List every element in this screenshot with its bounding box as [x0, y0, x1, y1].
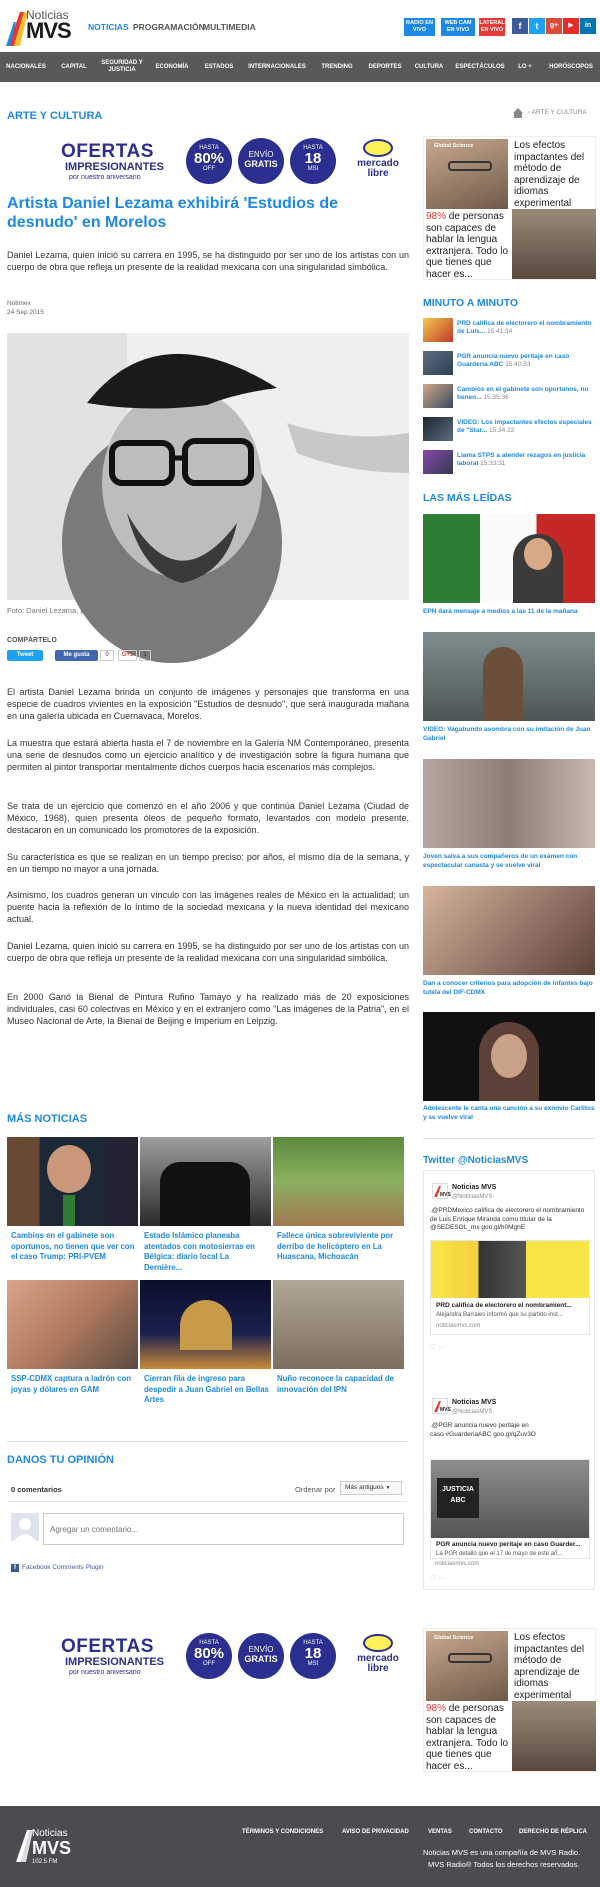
logo-mark-icon	[6, 8, 28, 48]
mas-img-1-tie	[63, 1195, 75, 1226]
twitter-name-1[interactable]: Noticias MVS	[452, 1184, 497, 1191]
ad2-aniversario: por nuestro aniversario	[69, 1669, 141, 1676]
gplus-count: 1	[139, 650, 151, 661]
nav-estados[interactable]: ESTADOS	[204, 63, 234, 70]
ad-aniversario: por nuestro aniversario	[69, 174, 141, 181]
tweet-card-2-url: noticiasmvs.com	[435, 1561, 480, 1567]
ad-c1-bot: OFF	[203, 166, 215, 172]
nav-trending[interactable]: TRENDING	[321, 63, 353, 70]
article-date: 24 Sep 2015	[7, 309, 44, 316]
article-paragraph-5: Asimismo, los cuadros generan un vínculo con las imágenes reales de México en la actualidad; un puente hacia la reflexión de lo íntimo de la sociedad mexicana y la nueva identidad del mexicano actual.	[7, 890, 409, 924]
footer-link-replica[interactable]: DERECHO DE RÉPLICA	[519, 1829, 588, 1835]
mas-img-1[interactable]	[7, 1137, 138, 1226]
twitter-title: Twitter @NoticiasMVS	[423, 1155, 529, 1166]
svg-text:MVS: MVS	[440, 1192, 451, 1198]
minuto-thumb-5[interactable]	[423, 450, 453, 474]
ad2-brand-2: libre	[367, 1663, 389, 1674]
mercadolibre-logo-2	[353, 1634, 403, 1680]
leidas-img-1[interactable]	[423, 514, 595, 603]
minuto-item-1-text: PRD califica de electorero el nombramiento de Luis...	[457, 320, 592, 335]
comment-count: 0 comentarios	[11, 1485, 62, 1494]
article-photo	[7, 333, 409, 600]
article-source: Notimex	[7, 300, 31, 307]
mas-item-5[interactable]: Cierran fila de ingreso para despedir a Juan Gabriel en Bellas Artes	[144, 1374, 269, 1404]
minuto-item-5-text: Llama STPS a atender rezagos en justicia laboral	[457, 452, 586, 467]
ad2-circle-envio	[238, 1633, 284, 1679]
youtube-icon[interactable]: ▶	[563, 18, 579, 34]
nav-seguridad[interactable]: SEGURIDAD Y JUSTICIA	[101, 60, 143, 73]
opinion-title: DANOS TU OPINIÓN	[7, 1454, 114, 1466]
banner-ad[interactable]	[49, 135, 421, 187]
photo-caption: Foto: Daniel Lezama, pintor	[7, 606, 100, 615]
webcam-btn-line2: EN VIVO	[446, 27, 470, 33]
nav-espectaculos[interactable]: ESPECTÁCULOS	[455, 63, 505, 70]
ad2-c1-big: 80%	[193, 1645, 225, 1662]
mas-item-2[interactable]: Estado Islámico planeaba atentados con motosierras en Bélgica: diario local La Dernière...	[144, 1231, 255, 1272]
footer-link-privacidad[interactable]: AVISO DE PRIVACIDAD	[342, 1829, 409, 1835]
breadcrumb: › ARTE Y CULTURA	[528, 109, 587, 116]
comment-input[interactable]	[43, 1513, 404, 1545]
twitter-name-2[interactable]: Noticias MVS	[452, 1399, 497, 1406]
tweet-card-2-title: PGR anuncia nuevo peritaje en caso Guarder...	[436, 1541, 581, 1548]
article-paragraph-7: En 2000 Ganó la Bienal de Pintura Rufino Tamayo y ha realizado más de 20 exposiciones individuales, casi 60 colectivas en México y en el extranjero como "Las imágenes de la Patria", en el Museo Nacional de Arte, la Bienal de Beijing e Imperium en Leipzig.	[7, 992, 409, 1026]
footer-logo-top: Noticias	[32, 1828, 68, 1839]
banner-ad-bottom[interactable]	[49, 1630, 421, 1682]
nav-nacionales[interactable]: NACIONALES	[6, 63, 46, 70]
like-label: Me gusta	[63, 652, 90, 658]
ad-c1-big: 80%	[193, 150, 225, 167]
nav-noticias[interactable]: NOTICIAS	[88, 22, 129, 32]
portrait-illustration	[7, 333, 409, 600]
breadcrumb-current[interactable]: ARTE Y CULTURA	[531, 109, 587, 116]
minuto-thumb-3[interactable]	[423, 384, 453, 408]
nav-cultura[interactable]: CULTURA	[414, 63, 444, 70]
twitter-handle-1[interactable]: @NoticiasMVS	[452, 1194, 493, 1200]
leidas-item-4[interactable]: Dan a conocer criterios para adopción de infantes bajo tutela del DIF-CDMX	[423, 980, 593, 996]
facebook-like-button[interactable]	[55, 650, 98, 661]
fb-comments-plugin-link[interactable]: Facebook Comments Plugin	[22, 1564, 104, 1571]
article-paragraph-4: Su característica es que se realizan en un tiempo preciso: por años, el mismo día de la semana, y en un tiempo no mayor a una jornada.	[7, 852, 409, 874]
ad-c1-top: HASTA	[199, 145, 219, 151]
leidas-title: LAS MÁS LEÍDAS	[423, 492, 512, 504]
section-title: ARTE Y CULTURA	[7, 110, 103, 122]
nav-deportes[interactable]: DEPORTES	[368, 63, 402, 70]
mas-item-1[interactable]: Cambios en el gabinete son oportunos, no tienen que ver con el caso Trump: PRI-PVEM	[11, 1231, 135, 1261]
tweet-card-2-desc: La PGR detalló que el 17 de mayo de este añ...	[436, 1551, 563, 1557]
chevron-down-icon: ▼	[385, 1485, 391, 1491]
twitter-divider	[423, 1138, 595, 1139]
ad2-c3-bot: MSI	[307, 1661, 319, 1667]
nav-economia[interactable]: ECONOMÍA	[155, 63, 189, 70]
side-ad-body-text: de personas son capaces de hablar la lengua extranjera. Todo lo que tienes que hacer es...	[426, 211, 509, 280]
tweet-card-1-desc: Alejandra Barrales informó que su partido inst...	[436, 1312, 563, 1318]
third-btn-line2: EN VIVO	[480, 27, 504, 33]
logo-main-text: MVS	[26, 18, 71, 43]
minuto-item-3-text: Cambios en el gabinete son oportunos, no tienen...	[457, 386, 589, 401]
ad-ofertas: OFERTAS	[61, 141, 154, 162]
leidas-img-2[interactable]	[423, 632, 595, 721]
article-paragraph-3: Se trata de un ejercicio que comenzó en el año 2006 y que continúa Daniel Lezama (Ciudad de México, 1968), quien presenta óleos de pequeño formato, levantados con modelo presente, destacaron en un comunicado los promotores de la exposición.	[7, 801, 409, 835]
ad-brand-1: mercado	[357, 158, 399, 169]
ad-c3-top: HASTA	[303, 145, 323, 151]
ad2-c2-top: ENVÍO	[248, 1645, 274, 1654]
mas-noticias-title: MÁS NOTICIAS	[7, 1113, 88, 1125]
tweet-text-1: .@PRDMexico califica de electorero el nombramiento de Luis Enrique Miranda como titular de la @SEDESOL_mx goo.gl/h0MghE	[430, 1207, 585, 1231]
side-ad2-pct: 98%	[426, 1703, 447, 1714]
minuto-item-3[interactable]	[457, 386, 593, 402]
minuto-item-1[interactable]	[457, 320, 593, 336]
leidas-img-5[interactable]	[423, 1012, 595, 1101]
order-select-value: Más antiguos	[345, 1484, 384, 1491]
tweet-text-2: .@PGR anuncia nuevo peritaje en caso #GuarderiaABC goo.gl/qZuv3O	[430, 1422, 536, 1438]
tweet-card-2[interactable]	[430, 1459, 590, 1559]
ad-impresionantes: IMPRESIONANTES	[65, 161, 165, 173]
side-ad2-body-text: de personas son capaces de hablar la lengua extranjera. Todo lo que tienes que hacer es...	[426, 1703, 509, 1772]
facebook-icon[interactable]: f	[512, 18, 528, 34]
ad-circle-envio	[238, 138, 284, 184]
minuto-item-4-time: 15:34:22	[489, 427, 515, 434]
mas-img-6[interactable]	[273, 1280, 404, 1369]
ad2-circle-msi	[290, 1633, 336, 1679]
minuto-thumb-1[interactable]	[423, 318, 453, 342]
tweet-card-1-title: PRD califica de electorero el nombramient...	[436, 1302, 572, 1309]
mas-img-2-figures	[160, 1162, 250, 1226]
tweet-card-1-image	[431, 1241, 589, 1298]
side-ad-headline: Los efectos impactantes del método de aprendizaje de idiomas experimental	[514, 140, 585, 209]
mas-img-2[interactable]	[140, 1137, 271, 1226]
third-live-button[interactable]	[479, 18, 505, 36]
ad-c2-big: GRATIS	[244, 159, 278, 169]
minuto-item-2-time: 15:40:53	[505, 361, 531, 368]
nav-internacionales[interactable]: INTERNACIONALES	[248, 63, 306, 70]
article-title: Artista Daniel Lezama exhibirá 'Estudios de desnudo' en Morelos	[7, 195, 339, 231]
footer-logo-mark-icon	[14, 1828, 34, 1864]
mas-img-3[interactable]	[273, 1137, 404, 1226]
side-ad-brand: Global Science	[434, 143, 474, 149]
article-paragraph-2: La muestra que estará abierta hasta el 7 de noviembre en la Galería NM Contemporáneo, presenta una serie de desnudos como un ejercicio analítico y de investigación sobre la figura humana que permiten al pintor transportar mentalmente dichos cuerpos hacia escenarios más complejos.	[7, 738, 409, 772]
svg-text:MVS: MVS	[440, 1407, 451, 1413]
side-ad2-body	[426, 1703, 510, 1772]
tweet-card-2-image	[431, 1460, 589, 1538]
tweet-card-1-url: noticiasmvs.com	[436, 1323, 481, 1329]
nav-capital[interactable]: CAPITAL	[61, 63, 87, 70]
logo-top-text: Noticias	[26, 8, 69, 22]
footer-link-ventas[interactable]: VENTAS	[428, 1829, 452, 1835]
comment-separator	[7, 1501, 407, 1502]
leidas-item-5[interactable]: Adolescente le canta una canción a su exnovio Carlitos y se vuelve viral	[423, 1105, 595, 1121]
article-paragraph-1: El artista Daniel Lezama brinda un conjunto de imágenes y personajes que transforma en una especie de cuadros vivientes en la exposición "Estudios de desnudo", que será inaugurada mañana en una galería ubicada en Cuernavaca, Morelos.	[7, 687, 409, 721]
ad2-c3-top: HASTA	[303, 1640, 323, 1646]
order-label: Ordenar por	[295, 1485, 336, 1494]
tweet-button[interactable]	[7, 650, 43, 661]
radio-btn-line2: VIVO	[412, 27, 427, 33]
opinion-divider	[7, 1441, 407, 1442]
leidas-item-1[interactable]: EPN dará mensaje a medios a las 11 de la mañana	[423, 608, 578, 615]
side-ad2-brand: Global Science	[434, 1635, 474, 1641]
nav-horoscopos[interactable]: HORÓSCOPOS	[549, 63, 593, 70]
ad2-ofertas: OFERTAS	[61, 1636, 154, 1657]
handshake-icon	[363, 139, 393, 157]
twitter-handle-2[interactable]: @NoticiasMVS	[452, 1409, 493, 1415]
leidas-img-2-figure	[483, 647, 523, 721]
justicia-sign: JUSTICIA ABC	[437, 1478, 479, 1518]
minuto-item-2-text: PGR anuncia nuevo peritaje en caso Guardería ABC	[457, 353, 570, 368]
footer-logo-sub: 102.5 FM	[32, 1859, 58, 1865]
side-ad-pct: 98%	[426, 211, 447, 222]
leidas-img-1-face	[524, 538, 552, 570]
tweet-label: Tweet	[16, 652, 34, 658]
home-icon[interactable]	[512, 106, 524, 118]
avatar-placeholder	[11, 1513, 39, 1541]
ad-brand-2: libre	[367, 168, 389, 179]
ad2-c3-big: 18	[304, 1645, 322, 1662]
radio-btn-line1: RADIO EN	[406, 20, 433, 26]
mas-item-4[interactable]: SSP-CDMX captura a ladrón con joyas y dólares en GAM	[11, 1374, 132, 1394]
tweet-actions-1[interactable]: ♡ ⋯	[430, 1344, 446, 1351]
mas-img-4[interactable]	[7, 1280, 138, 1369]
mas-item-6[interactable]: Nuño reconoce la capacidad de innovación del IPN	[277, 1374, 394, 1394]
twitter-icon[interactable]: t	[529, 18, 545, 34]
leidas-img-5-face	[491, 1034, 527, 1078]
twitter-avatar-1[interactable]	[432, 1183, 451, 1199]
webcam-btn-line1: WEB CAM	[444, 20, 472, 26]
ad-c3-bot: MSI	[307, 166, 319, 172]
side-ad-photo-1	[426, 139, 508, 209]
article-summary: Daniel Lezama, quien inició su carrera en 1995, se ha distinguido por ser uno de los artistas con un cuerpo de obra que refleja un presente de la realidad mexicana con una singularidad simbólica.	[7, 250, 409, 272]
footer-copy-1: Noticias MVS es una compañía de MVS Radio.	[423, 1848, 581, 1857]
gplus-button[interactable]: G+1	[118, 650, 137, 661]
mas-item-3[interactable]: Fallece única sobreviviente por derribo de helicóptero en La Huascana, Michoacán	[277, 1231, 394, 1261]
google-plus-icon[interactable]: g+	[546, 18, 562, 34]
nav-multimedia[interactable]: MULTIMEDIA	[203, 22, 256, 32]
glasses-icon	[448, 161, 492, 171]
minuto-item-2[interactable]	[457, 353, 593, 369]
footer-copy-2: MVS Radio® Todos los derechos reservados.	[428, 1860, 580, 1869]
ad2-brand-1: mercado	[357, 1653, 399, 1664]
mas-img-5-dome	[180, 1300, 232, 1350]
ad-circle-msi	[290, 138, 336, 184]
tweet-card-1[interactable]	[430, 1240, 590, 1335]
footer-link-contacto[interactable]: CONTACTO	[469, 1829, 503, 1835]
ad2-c2-big: GRATIS	[244, 1654, 278, 1664]
article-paragraph-6: Daniel Lezama, quien inició su carrera en 1995, se ha distinguido por ser uno de los artistas con un cuerpo de obra que refleja un presente de la realidad mexicana con una singularidad simbólica.	[7, 941, 409, 963]
ad-circle-80	[186, 138, 232, 184]
nav-programacion[interactable]: PROGRAMACIÓN	[133, 22, 205, 32]
minuto-item-5[interactable]	[457, 452, 593, 468]
footer-link-terminos[interactable]: TÉRMINOS Y CONDICIONES	[242, 1829, 324, 1835]
handshake-icon-2	[363, 1634, 393, 1652]
mas-img-1-face	[47, 1145, 91, 1193]
site-logo[interactable]	[6, 6, 78, 46]
mercadolibre-logo	[353, 139, 403, 185]
footer-logo-main: MVS	[32, 1838, 72, 1858]
side-ad-bottom[interactable]	[423, 1628, 596, 1772]
minuto-item-4[interactable]	[457, 419, 593, 435]
side-ad2-photo-2	[512, 1701, 596, 1771]
mas-img-5[interactable]	[140, 1280, 271, 1369]
glasses-icon-2	[448, 1653, 492, 1663]
minuto-item-1-time: 15:41:34	[486, 328, 513, 335]
ad-c2-top: ENVÍO	[248, 150, 274, 159]
ad2-impresionantes: IMPRESIONANTES	[65, 1656, 165, 1668]
minuto-item-3-time: 15:35:36	[483, 394, 509, 401]
third-btn-line1: LATERAL	[479, 20, 505, 26]
minuto-item-4-text: VIDEO: Los impactantes efectos especiales de "Star...	[457, 419, 592, 434]
like-count: 0	[100, 650, 114, 661]
leidas-item-3[interactable]: Joven salva a sus compañeros de un examen con espectacular canasta y se vuelve viral	[423, 853, 578, 869]
tweet-actions-2[interactable]: ♡ ⋯	[430, 1575, 446, 1582]
footer-logo[interactable]	[14, 1826, 74, 1870]
minuto-thumb-4[interactable]	[423, 417, 453, 441]
side-ad2-photo-1	[426, 1631, 508, 1701]
main-navigation	[0, 52, 600, 82]
share-label: COMPÁRTELO	[7, 637, 57, 644]
ad2-c1-bot: OFF	[203, 1661, 215, 1667]
side-ad-top[interactable]	[423, 136, 596, 280]
ad2-circle-80	[186, 1633, 232, 1679]
facebook-small-icon: f	[11, 1564, 19, 1572]
webcam-en-vivo-button[interactable]	[441, 18, 475, 36]
side-ad-photo-2	[512, 209, 596, 279]
side-ad-body	[426, 211, 510, 280]
leidas-img-3[interactable]	[423, 759, 595, 848]
twitter-avatar-2[interactable]	[432, 1398, 451, 1414]
order-select[interactable]	[340, 1481, 402, 1495]
ad2-c1-top: HASTA	[199, 1640, 219, 1646]
top-header	[0, 0, 600, 52]
mvs-avatar-icon-2	[433, 1399, 451, 1413]
minuto-thumb-2[interactable]	[423, 351, 453, 375]
user-silhouette-icon	[11, 1513, 39, 1541]
side-ad2-headline: Los efectos impactantes del método de aprendizaje de idiomas experimental	[514, 1632, 585, 1701]
footer	[0, 1806, 600, 1887]
minuto-title: MINUTO A MINUTO	[423, 297, 519, 309]
leidas-img-4[interactable]	[423, 886, 595, 975]
mvs-avatar-icon	[433, 1184, 451, 1198]
linkedin-icon[interactable]: in	[580, 18, 596, 34]
leidas-item-2[interactable]: VIDEO: Vagabundo asombra con su imitación de Juan Gabriel	[423, 726, 591, 742]
radio-en-vivo-button[interactable]	[404, 18, 435, 36]
nav-lo-mas[interactable]: LO +	[518, 63, 532, 70]
ad-c3-big: 18	[304, 150, 322, 167]
minuto-item-5-time: 15:33:31	[480, 460, 506, 467]
